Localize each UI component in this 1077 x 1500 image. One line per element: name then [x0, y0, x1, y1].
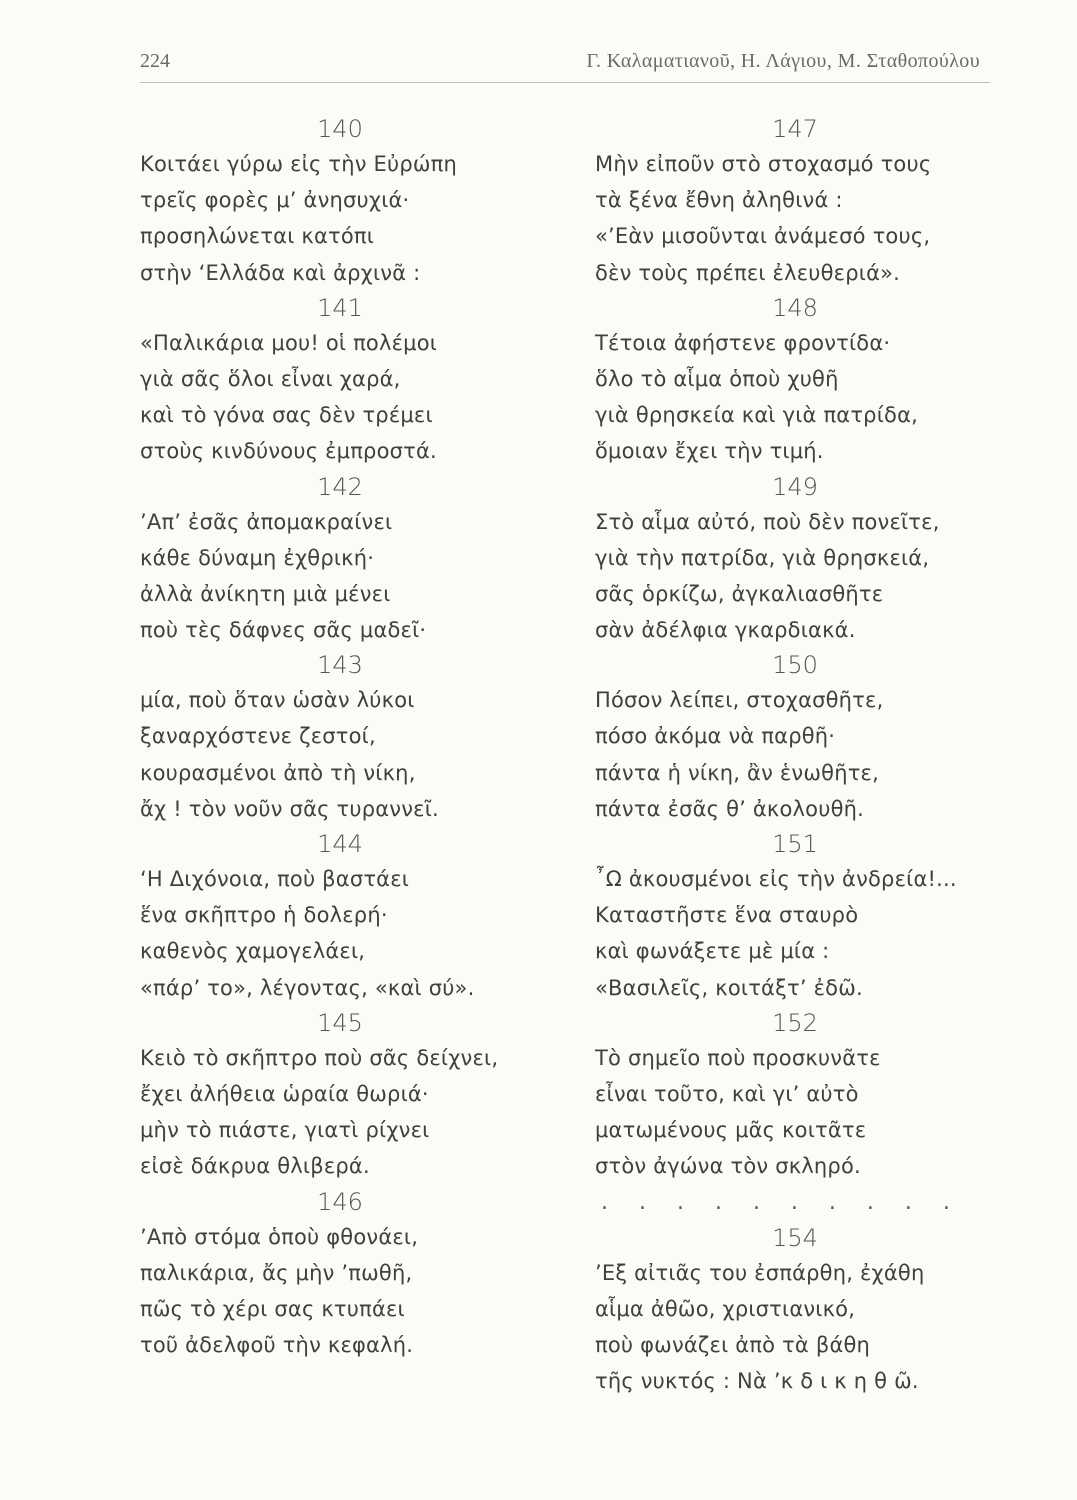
verse-line: Κειὸ τὸ σκῆπτρο ποὺ σᾶς δείχνει,	[140, 1045, 499, 1070]
verse-line: κουρασμένοι ἀπὸ τὴ νίκη,	[140, 760, 416, 785]
right-column	[595, 112, 995, 1399]
stanza-number: 148	[772, 293, 818, 322]
stanza-number: 143	[317, 651, 363, 680]
verse-line: πάντα ἐσᾶς θ’ ἀκολουθῆ.	[595, 796, 865, 821]
verse-line: καὶ τὸ γόνα σας δὲν τρέμει	[140, 403, 433, 428]
verse-line: τὰ ξένα ἔθνη ἀληθινά :	[595, 188, 843, 213]
verse-line: καθενὸς χαμογελάει,	[140, 939, 366, 964]
verse-line: Κοιτάει γύρω εἰς τὴν Εὐρώπη	[140, 152, 458, 176]
running-head: Γ. Καλαματιανοῦ, Η. Λάγιου, Μ. Σταθοπούλου	[586, 50, 980, 72]
stanza-number: 140	[317, 115, 363, 143]
stanza	[140, 1185, 540, 1364]
verse-line: μὴν τὸ πιάστε, γιατὶ ρίχνει	[140, 1118, 430, 1143]
verse-line: σὰν ἀδέλφια γκαρδιακά.	[595, 618, 856, 643]
verse-line: Πόσον λείπει, στοχασθῆτε,	[595, 688, 884, 713]
verse-line: Καταστῆστε ἕνα σταυρὸ	[595, 903, 859, 928]
page-number: 224	[140, 50, 170, 72]
stanza	[140, 291, 540, 470]
stanza	[595, 1006, 995, 1185]
verse-line: ξαναρχόστενε ζεστοί,	[140, 724, 376, 749]
verse-line: πάντα ἡ νίκη, ἂν ἑνωθῆτε,	[595, 760, 879, 785]
verse-line: ἕνα σκῆπτρο ἡ δολερή·	[140, 903, 388, 928]
verse-line: τῆς νυκτός : Νὰ ’κ δ ι κ η θ ῶ.	[595, 1369, 919, 1394]
stanza	[595, 112, 995, 291]
verse-line: τρεῖς φορὲς μ’ ἀνησυχιά·	[140, 188, 410, 213]
verse-line: ποὺ φωνάζει ἀπὸ τὰ βάθη	[595, 1332, 871, 1357]
stanza	[595, 1221, 995, 1400]
verse-line: ἄχ ! τὸν νοῦν σᾶς τυραννεῖ.	[140, 796, 439, 821]
verse-line: ὅμοιαν ἔχει τὴν τιμή.	[595, 439, 824, 464]
verse-line: παλικάρια, ἄς μὴν ’πωθῆ,	[140, 1260, 413, 1285]
verse-line: γιὰ σᾶς ὅλοι εἶναι χαρά,	[140, 366, 401, 391]
verse-line: μία, ποὺ ὅταν ὡσὰν λύκοι	[140, 688, 415, 713]
verse-line: ’Απὸ στόμα ὁποὺ φθονάει,	[140, 1224, 419, 1249]
stanza-number: 152	[772, 1008, 818, 1037]
verse-line: ποὺ τὲς δάφνες σᾶς μαδεῖ·	[140, 618, 427, 643]
verse-line: Στὸ αἷμα αὐτό, ποὺ δὲν πονεῖτε,	[595, 509, 940, 534]
verse-line: τοῦ ἀδελφοῦ τὴν κεφαλή.	[140, 1333, 414, 1358]
stanza-number: 146	[317, 1187, 363, 1216]
stanza-number: 144	[317, 830, 363, 858]
verse-line: προσηλώνεται κατόπι	[140, 224, 375, 249]
stanza	[140, 1006, 540, 1185]
verse-line: ’Εξ αἰτιᾶς του ἐσπάρθη, ἐχάθη	[595, 1260, 925, 1285]
verse-line: ἔχει ἀλήθεια ὡραία θωριά·	[140, 1081, 429, 1106]
verse-line: «πάρ’ το», λέγοντας, «καὶ σύ».	[140, 975, 475, 1000]
verse-line: εἶναι τοῦτο, καὶ γι’ αὐτὸ	[595, 1081, 859, 1106]
verse-line: ὅλο τὸ αἷμα ὁποὺ χυθῆ	[595, 366, 839, 391]
verse-line: γιὰ θρησκεία καὶ γιὰ πατρίδα,	[595, 403, 918, 428]
stanza	[595, 827, 995, 1006]
verse-line: πόσο ἀκόμα νὰ παρθῆ·	[595, 724, 836, 749]
stanza-number: 142	[317, 472, 363, 501]
verse-line: δὲν τοὺς πρέπει ἐλευθεριά».	[595, 260, 901, 285]
page-header	[140, 46, 990, 80]
verse-line: «Παλικάρια μου! οἱ πολέμοι	[140, 330, 438, 355]
stanza-number: 147	[772, 115, 818, 143]
verse-line: ῏Ω ἀκουσμένοι εἰς τὴν ἀνδρεία!...	[595, 867, 957, 891]
verse-line: ‘Η Διχόνοια, ποὺ βαστάει	[140, 867, 410, 891]
stanza-number: 150	[772, 651, 818, 680]
verse-line: «Βασιλεῖς, κοιτάξτ’ ἐδῶ.	[595, 975, 863, 1000]
omission-dots: . . . . . . . . . .	[601, 1189, 962, 1215]
verse-line: στὴν ‘Ελλάδα καὶ ἀρχινᾶ :	[140, 260, 421, 285]
stanza	[140, 112, 540, 291]
stanza	[595, 470, 995, 649]
stanza	[595, 291, 995, 470]
header-rule	[140, 82, 990, 83]
verse-line: κάθε δύναμη ἐχθρική·	[140, 545, 375, 570]
stanza-number: 154	[772, 1223, 818, 1252]
verse-line: ’Απ’ ἐσᾶς ἀπομακραίνει	[140, 509, 393, 534]
verse-line: στοὺς κινδύνους ἐμπροστά.	[140, 439, 437, 464]
verse-line: πῶς τὸ χέρι σας κτυπάει	[140, 1296, 405, 1321]
stanza-number: 149	[772, 472, 818, 501]
stanza	[140, 470, 540, 649]
verse-line: Τὸ σημεῖο ποὺ προσκυνᾶτε	[595, 1045, 881, 1070]
verse-line: γιὰ τὴν πατρίδα, γιὰ θρησκειά,	[595, 545, 930, 570]
verse-line: καὶ φωνάξετε μὲ μία :	[595, 939, 830, 964]
stanza	[595, 648, 995, 827]
stanza-number: 145	[317, 1008, 363, 1037]
left-column	[140, 112, 540, 1363]
stanza-number: 141	[317, 293, 363, 322]
stanza-number: 151	[772, 830, 818, 858]
verse-line: Μὴν εἰποῦν στὸ στοχασμό τους	[595, 152, 932, 176]
verse-line: ἀλλὰ ἀνίκητη μιὰ μένει	[140, 581, 391, 606]
stanza	[140, 827, 540, 1006]
verse-line: αἷμα ἀθῶο, χριστιανικό,	[595, 1296, 856, 1321]
verse-line: σᾶς ὁρκίζω, ἀγκαλιασθῆτε	[595, 581, 884, 606]
verse-line: Τέτοια ἀφήστενε φροντίδα·	[595, 330, 891, 355]
verse-line: ματωμένους μᾶς κοιτᾶτε	[595, 1118, 867, 1143]
verse-line: εἰσὲ δάκρυα θλιβερά.	[140, 1154, 370, 1179]
stanza	[140, 648, 540, 827]
verse-line: στὸν ἀγώνα τὸν σκληρό.	[595, 1154, 861, 1179]
verse-line: «’Εὰν μισοῦνται ἀνάμεσό τους,	[595, 224, 931, 249]
